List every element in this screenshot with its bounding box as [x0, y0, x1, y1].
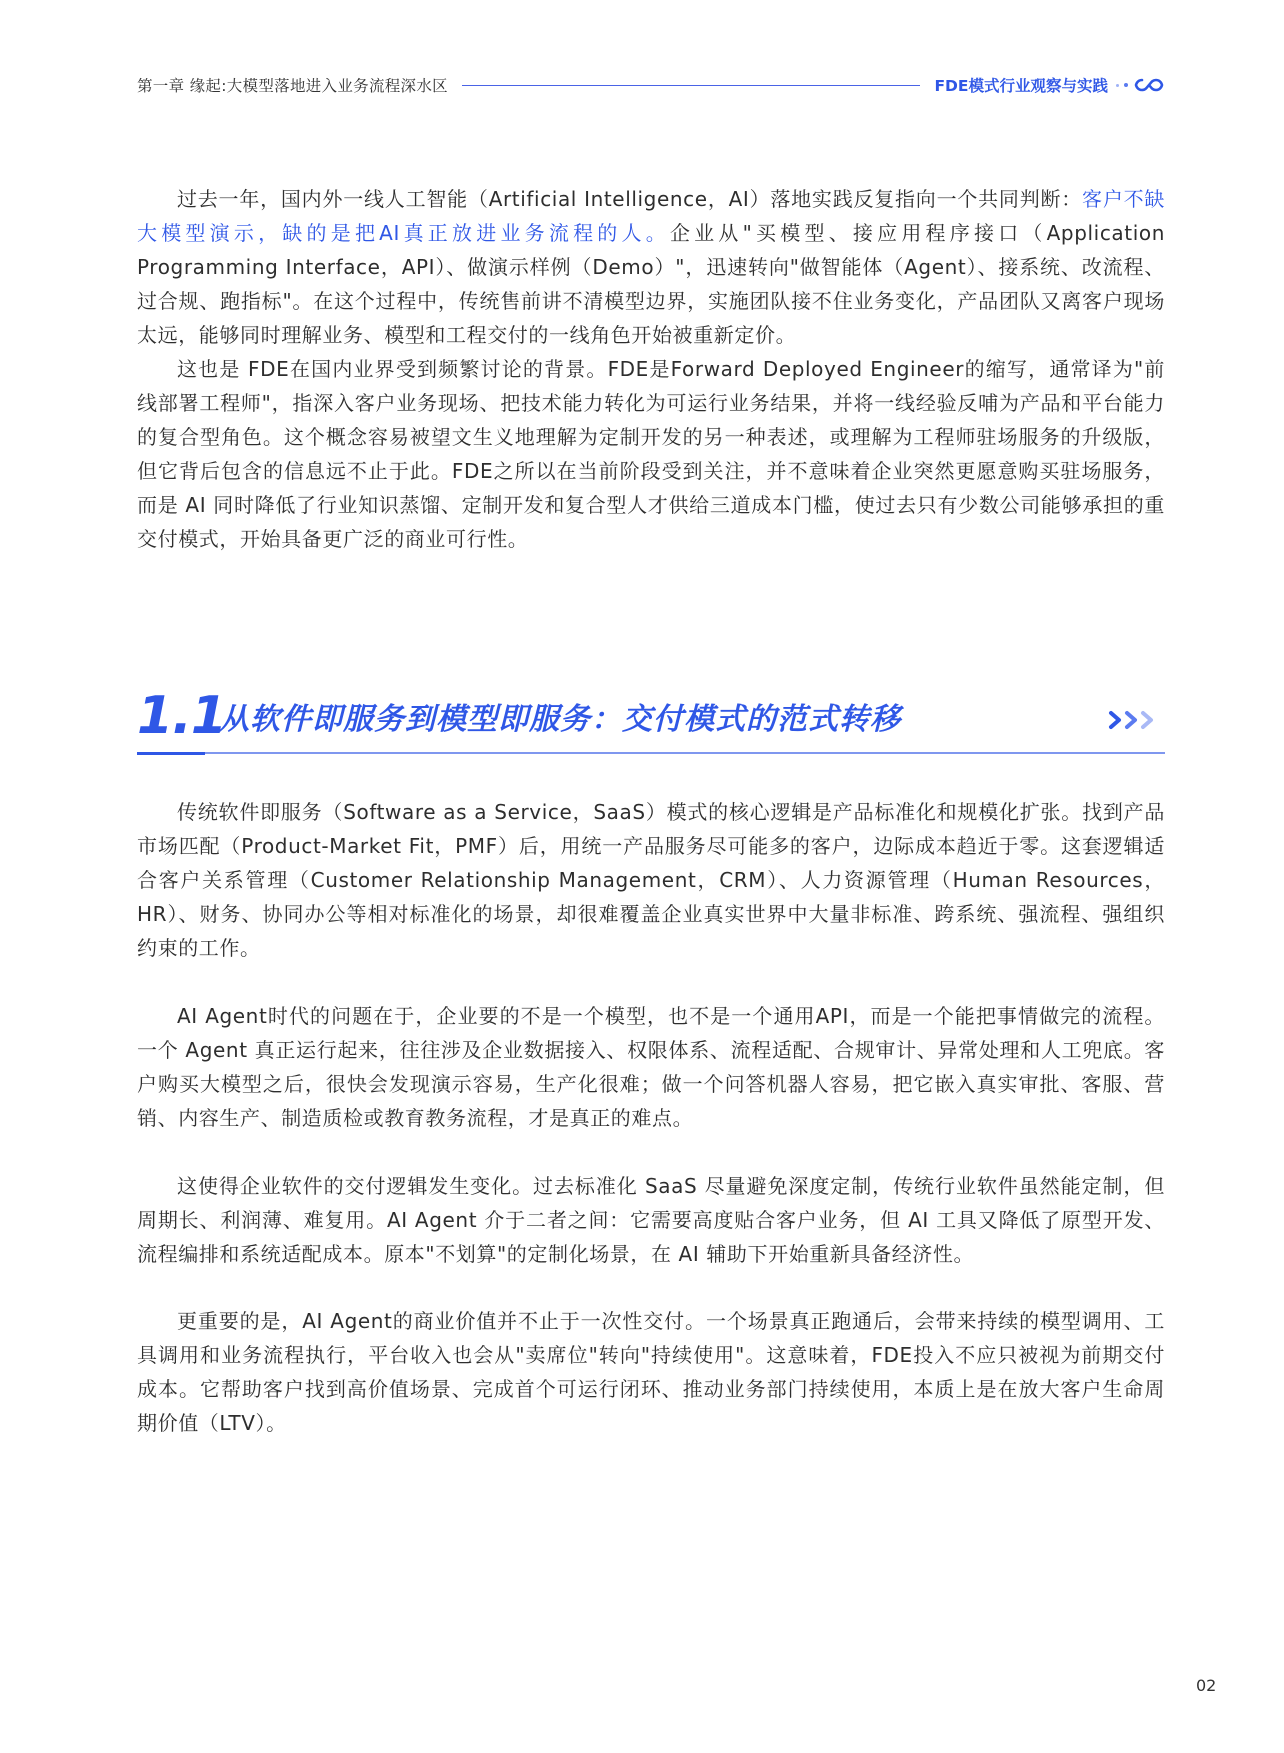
- running-header: [137, 74, 1164, 96]
- chevron-right-icon: [1107, 708, 1163, 732]
- chapter-title: 第一章 缘起:大模型落地进入业务流程深水区: [137, 77, 448, 95]
- series-title: FDE模式行业观察与实践: [934, 77, 1108, 95]
- section-heading: [137, 686, 1165, 756]
- section-underline: [137, 752, 1165, 754]
- infinity-logo-icon: [1134, 77, 1164, 93]
- decorative-dots: [1116, 83, 1128, 87]
- body-paragraph-3: 这使得企业软件的交付逻辑发生变化。过去标准化 SaaS 尽量避免深度定制，传统行业软件虽然能定制，但周期长、利润薄、难复用。AI Agent 介于二者之间：它需要高度贴合客户业务，但 AI 工具又降低了原型开发、流程编排和系统适配成本。原本"不划算"的定制化场景，在 AI 辅助下开始重新具备经济性。: [137, 1174, 1165, 1266]
- key-judgment-highlight: 客户不缺大模型演示，缺的是把AI真正放进业务流程的人。: [137, 187, 1165, 245]
- section-number: 1.1: [137, 686, 227, 746]
- intro-paragraph-1: 过去一年，国内外一线人工智能（Artificial Intelligence，AI）落地实践反复指向一个共同判断：客户不缺大模型演示，缺的是把AI真正放进业务流程的人。企业从"买模型、接应用程序接口（Application Programming Interface，API）、做演示样例（Demo）"，迅速转向"做智能体（Agent）、接系统、改流程、过合规、跑指标"。在这个过程中，传统售前讲不清模型边界，实施团队接不住业务变化，产品团队又离客户现场太远，能够同时理解业务、模型和工程交付的一线角色开始被重新定价。: [137, 187, 1165, 347]
- body-paragraph-4: 更重要的是，AI Agent的商业价值并不止于一次性交付。一个场景真正跑通后，会带来持续的模型调用、工具调用和业务流程执行，平台收入也会从"卖席位"转向"持续使用"。这意味着，FDE投入不应只被视为前期交付成本。它帮助客户找到高价值场景、完成首个可运行闭环、推动业务部门持续使用，本质上是在放大客户生命周期价值（LTV）。: [137, 1309, 1165, 1435]
- header-rule: [462, 85, 921, 86]
- body-paragraph-2: AI Agent时代的问题在于，企业要的不是一个模型，也不是一个通用API，而是一个能把事情做完的流程。一个 Agent 真正运行起来，往往涉及企业数据接入、权限体系、流程适配、合规审计、异常处理和人工兜底。客户购买大模型之后，很快会发现演示容易，生产化很难；做一个问答机器人容易，把它嵌入真实审批、客服、营销、内容生产、制造质检或教育教务流程，才是真正的难点。: [137, 1004, 1165, 1130]
- section-title: 从软件即服务到模型即服务：交付模式的范式转移: [219, 702, 901, 737]
- body-paragraph-1: 传统软件即服务（Software as a Service，SaaS）模式的核心逻辑是产品标准化和规模化扩张。找到产品市场匹配（Product-Market Fit，PMF）后，用统一产品服务尽可能多的客户，边际成本趋近于零。这套逻辑适合客户关系管理（Customer Relationship Management，CRM）、人力资源管理（Human Resources，HR）、财务、协同办公等相对标准化的场景，却很难覆盖企业真实世界中大量非标准、跨系统、强流程、强组织约束的工作。: [137, 800, 1165, 960]
- page-number: 02: [1196, 1676, 1217, 1695]
- intro-paragraph-2: 这也是 FDE在国内业界受到频繁讨论的背景。FDE是Forward Deployed Engineer的缩写，通常译为"前线部署工程师"，指深入客户业务现场、把技术能力转化为可运行业务结果，并将一线经验反哺为产品和平台能力的复合型角色。这个概念容易被望文生义地理解为定制开发的另一种表述，或理解为工程师驻场服务的升级版，但它背后包含的信息远不止于此。FDE之所以在当前阶段受到关注，并不意味着企业突然更愿意购买驻场服务，而是 AI 同时降低了行业知识蒸馏、定制开发和复合型人才供给三道成本门槛，使过去只有少数公司能够承担的重交付模式，开始具备更广泛的商业可行性。: [137, 357, 1165, 551]
